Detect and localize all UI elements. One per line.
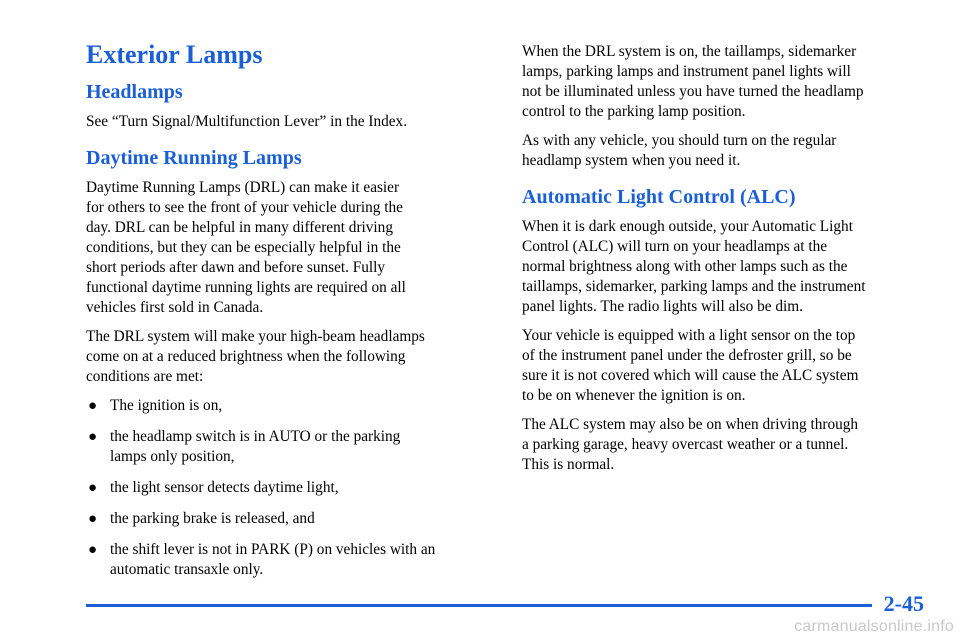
- list-item: [86, 427, 496, 467]
- list-item: [86, 540, 496, 580]
- drl-paragraph-3: When the DRL system is on, the taillamps, sidemarker lamps, parking lamps and instrument panel lights will not be illuminated unless you have turned the headlamp control to the parking lamp position.: [522, 43, 864, 120]
- drl-paragraph-4: As with any vehicle, you should turn on the regular headlamp system when you need it.: [522, 132, 837, 169]
- bullet-icon: ●: [88, 542, 98, 558]
- list-item: [86, 509, 496, 529]
- page-number: 2-45: [883, 591, 924, 616]
- left-column: [86, 40, 496, 591]
- list-item: [86, 396, 496, 416]
- drl-conditions-list: [86, 396, 496, 580]
- list-item-text: the parking brake is released, and: [110, 510, 315, 527]
- section-heading-drl: Daytime Running Lamps: [86, 147, 302, 169]
- headlamps-paragraph: See “Turn Signal/Multifunction Lever” in the Index.: [86, 113, 408, 130]
- footer-divider: [86, 604, 872, 607]
- list-item-text: the light sensor detects daytime light,: [110, 479, 339, 496]
- bullet-icon: ●: [88, 511, 98, 527]
- alc-paragraph-3: The ALC system may also be on when driving through a parking garage, heavy overcast weather or a tunnel. This is normal.: [522, 416, 859, 473]
- list-item: [86, 478, 496, 498]
- drl-paragraph-1: Daytime Running Lamps (DRL) can make it easier for others to see the front of your vehicle during the day. DRL can be helpful in many different driving conditions, but they can be especially helpful in the short periods after dawn and before sunset. Fully functional daytime running lights are required on all vehicles first sold in Canada.: [86, 179, 406, 316]
- section-heading-headlamps: Headlamps: [86, 81, 183, 103]
- list-item-text: The ignition is on,: [110, 397, 223, 414]
- right-column: [522, 42, 932, 484]
- list-item-text: the shift lever is not in PARK (P) on vehicles with an automatic transaxle only.: [110, 541, 436, 578]
- bullet-icon: ●: [88, 429, 98, 445]
- page-title: Exterior Lamps: [86, 40, 263, 69]
- bullet-icon: ●: [88, 480, 98, 496]
- drl-paragraph-2: The DRL system will make your high‑beam headlamps come on at a reduced brightness when the following conditions are met:: [86, 328, 425, 385]
- alc-paragraph-1: When it is dark enough outside, your Automatic Light Control (ALC) will turn on your headlamps at the normal brightness along with other lamps such as the taillamps, sidemarker, parking lamps and the instrument panel lights. The radio lights will also be dim.: [522, 218, 866, 315]
- bullet-icon: ●: [88, 398, 98, 414]
- alc-paragraph-2: Your vehicle is equipped with a light sensor on the top of the instrument panel under the defroster grill, so be sure it is not covered which will cause the ALC system to be on whenever the ignition is on.: [522, 327, 859, 404]
- section-heading-alc: Automatic Light Control (ALC): [522, 186, 796, 208]
- list-item-text: the headlamp switch is in AUTO or the parking lamps only position,: [110, 428, 401, 465]
- watermark-text: carmanualsonline.info: [794, 618, 954, 635]
